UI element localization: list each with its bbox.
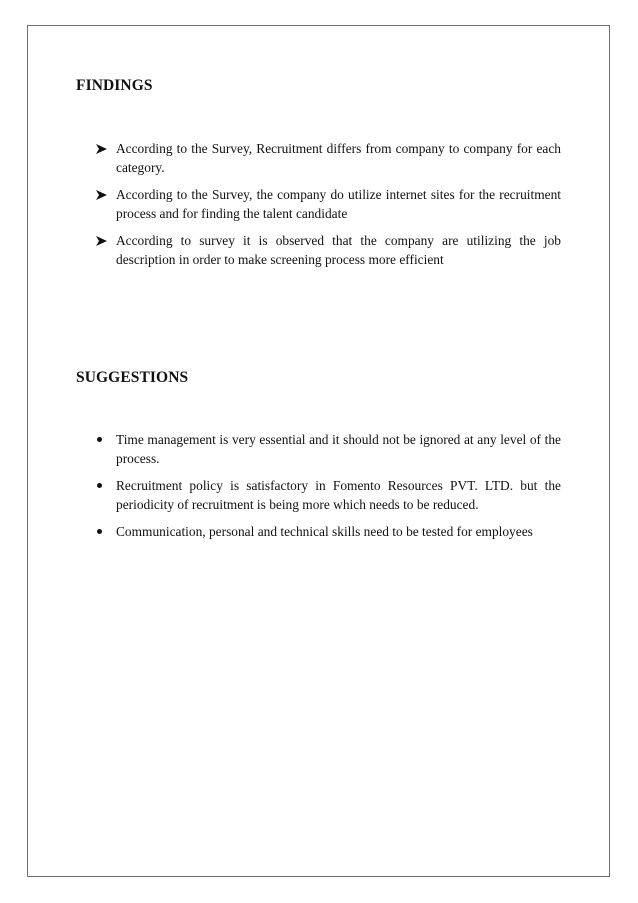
list-item	[96, 139, 561, 177]
list-item	[96, 522, 561, 541]
arrow-bullet-icon	[96, 231, 110, 250]
findings-heading: FINDINGS	[76, 77, 153, 94]
list-item	[96, 185, 561, 223]
suggestions-heading: SUGGESTIONS	[76, 369, 189, 386]
arrow-bullet-icon	[96, 185, 110, 204]
finding-text: According to the Survey, Recruitment differs from company to company for each category.	[116, 141, 561, 175]
list-item	[96, 430, 561, 468]
findings-list	[96, 139, 561, 277]
suggestion-text: Recruitment policy is satisfactory in Fomento Resources PVT. LTD. but the periodicity of recruitment is being more which needs to be reduced.	[116, 478, 561, 512]
dot-bullet-icon	[97, 522, 111, 541]
finding-text: According to survey it is observed that the company are utilizing the job description in order to make screening process more efficient	[116, 233, 561, 267]
arrow-bullet-icon	[96, 139, 110, 158]
suggestions-list	[96, 430, 561, 549]
dot-bullet-icon	[97, 476, 111, 495]
list-item	[96, 476, 561, 514]
finding-text: According to the Survey, the company do utilize internet sites for the recruitment process and for finding the talent candidate	[116, 187, 561, 221]
dot-bullet-icon	[97, 430, 111, 449]
list-item	[96, 231, 561, 269]
suggestion-text: Time management is very essential and it should not be ignored at any level of the process.	[116, 432, 561, 466]
suggestion-text: Communication, personal and technical skills need to be tested for employees	[116, 524, 533, 539]
